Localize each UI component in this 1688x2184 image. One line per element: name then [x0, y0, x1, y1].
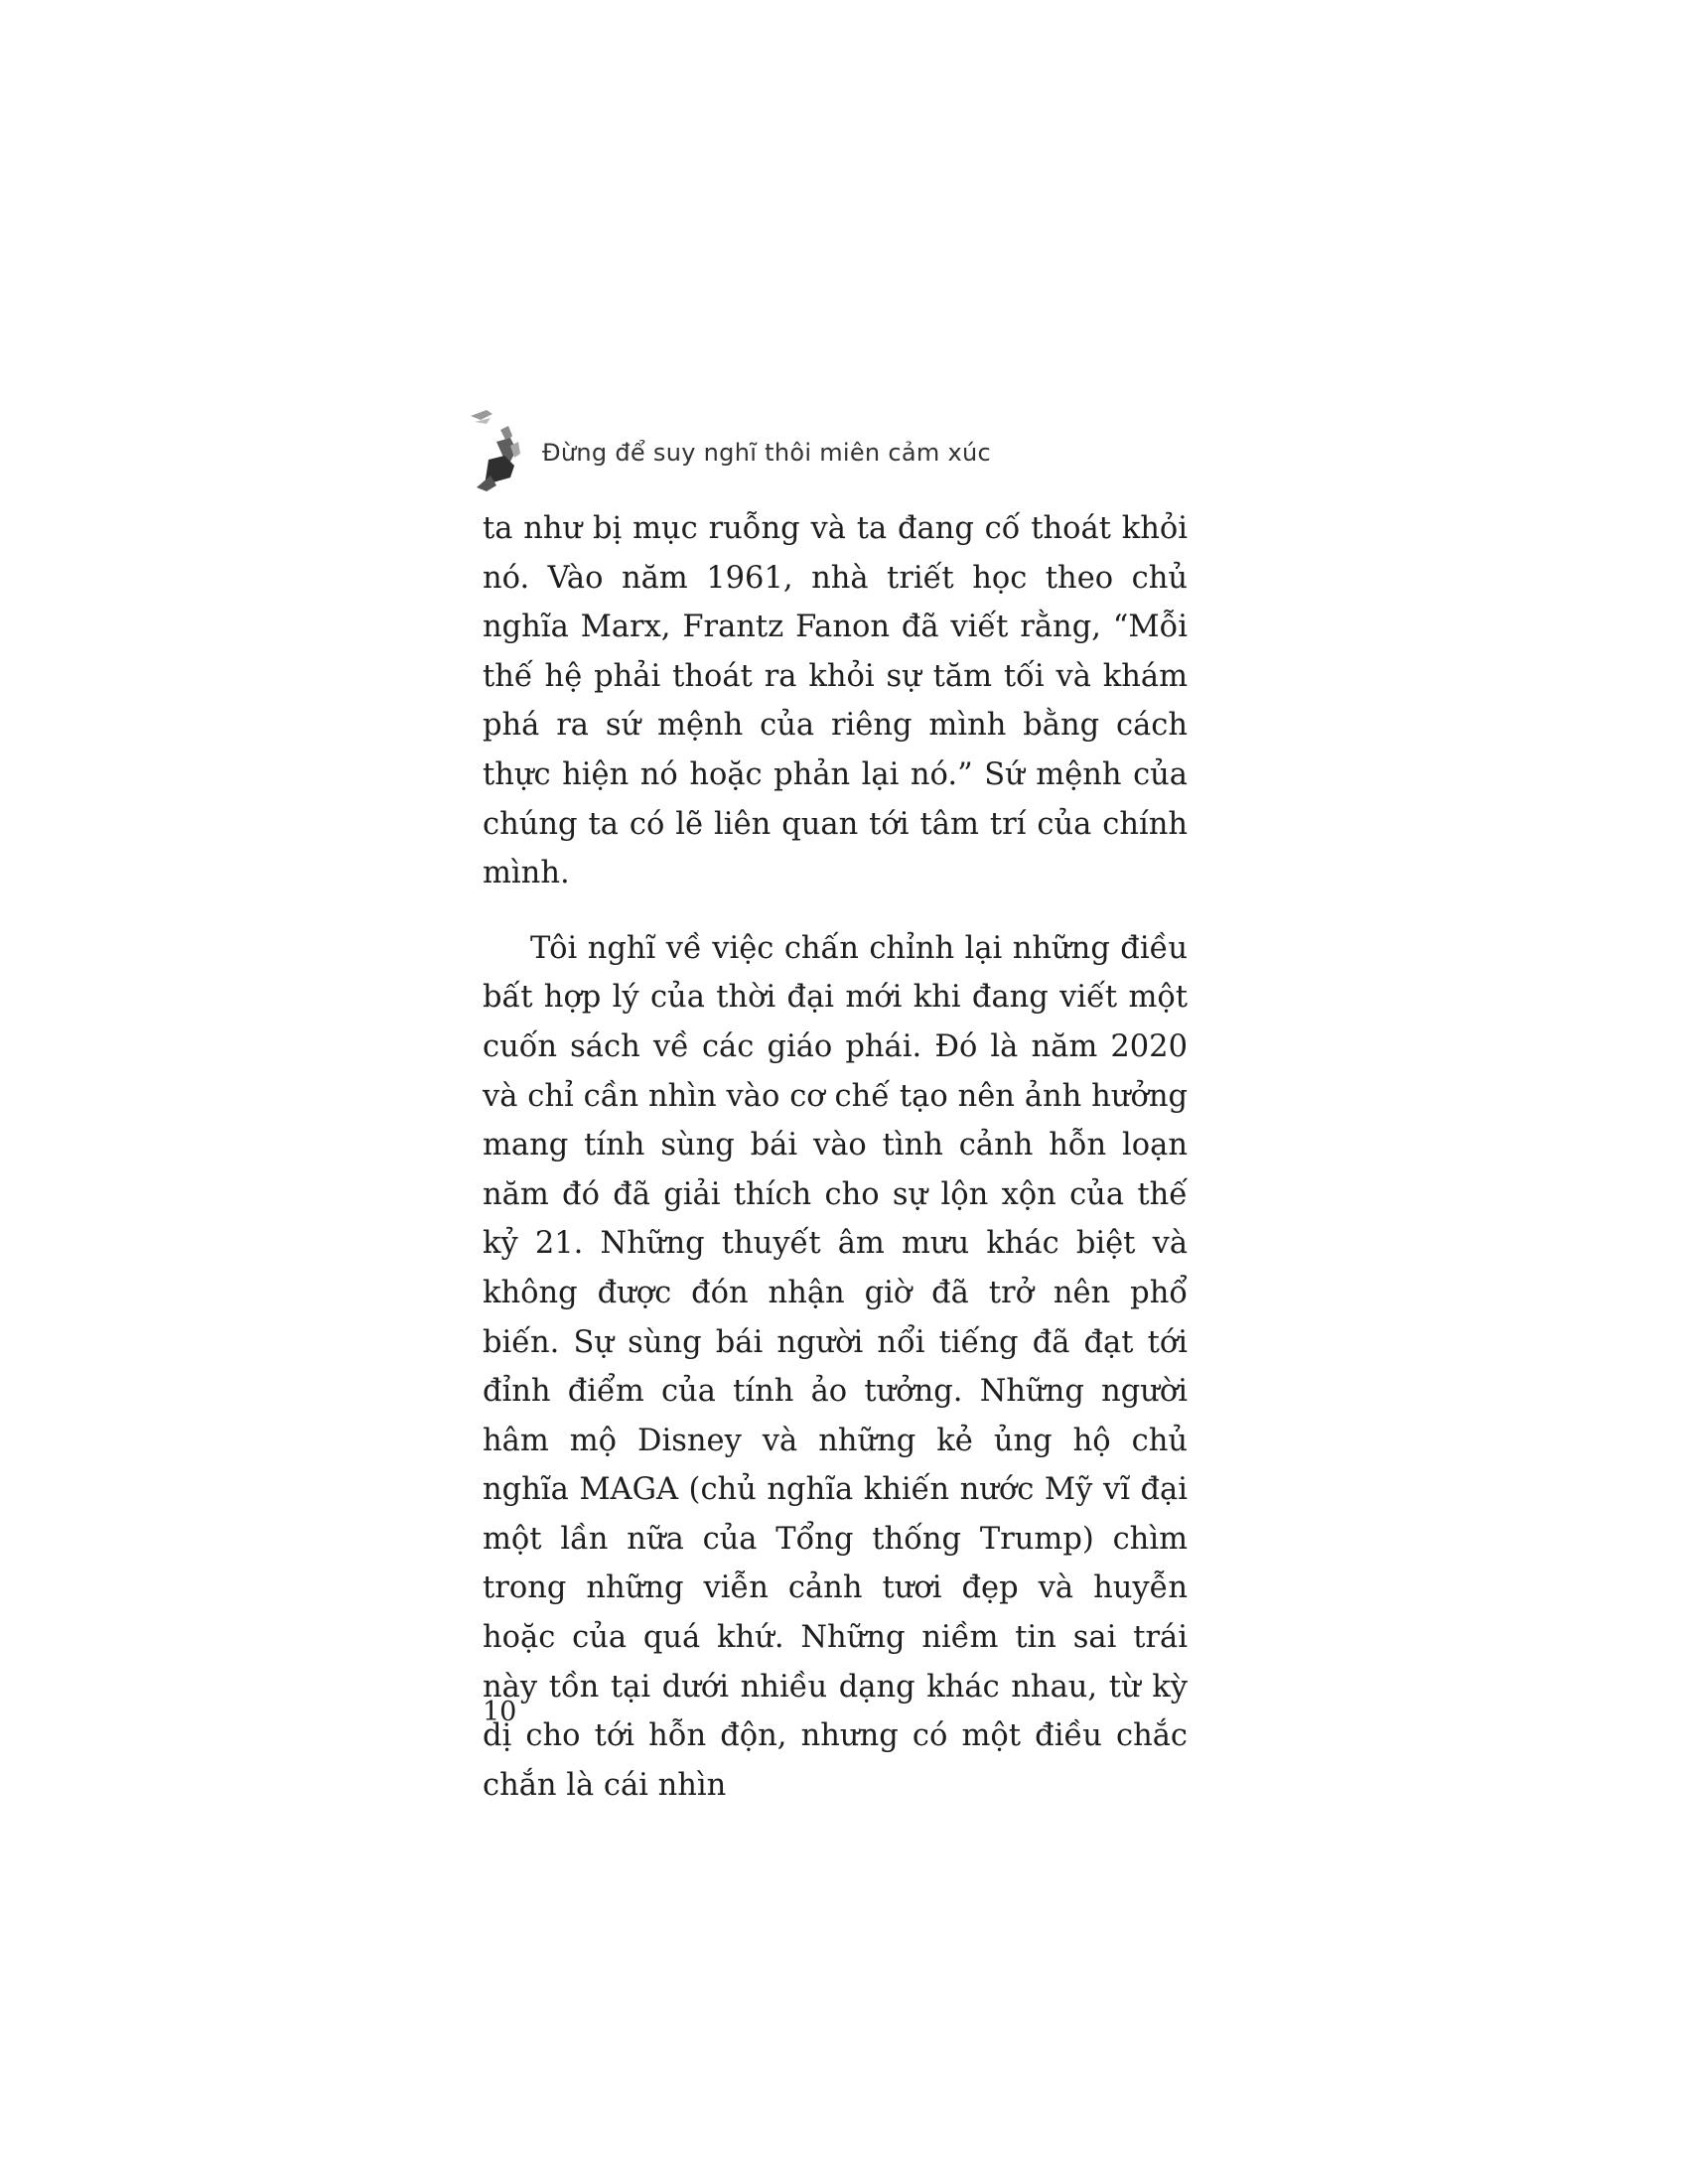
body-text — [483, 504, 1188, 1810]
paragraph: ta như bị mục ruỗng và ta đang cố thoát khỏi nó. Vào năm 1961, nhà triết học theo chủ nghĩa Marx, Frantz Fanon đã viết rằng, “Mỗi thế hệ phải thoát ra khỏi sự tăm tối và khám phá ra sứ mệnh của riêng mình bằng cách thực hiện nó hoặc phản lại nó.” Sứ mệnh của chúng ta có lẽ liên quan tới tâm trí của chính mình. — [483, 511, 1188, 891]
ink-figure-icon — [467, 402, 526, 491]
paragraph: Tôi nghĩ về việc chấn chỉnh lại những điều bất hợp lý của thời đại mới khi đang viết một cuốn sách về các giáo phái. Đó là năm 2020 và chỉ cần nhìn vào cơ chế tạo nên ảnh hưởng mang tính sùng bái vào tình cảnh hỗn loạn năm đó đã giải thích cho sự lộn xộn của thế kỷ 21. Những thuyết âm mưu khác biệt và không được đón nhận giờ đã trở nên phổ biến. Sự sùng bái người nổi tiếng đã đạt tới đỉnh điểm của tính ảo tưởng. Những người hâm mộ Disney và những kẻ ủng hộ chủ nghĩa MAGA (chủ nghĩa khiến nước Mỹ vĩ đại một lần nữa của Tổng thống Trump) chìm trong những viễn cảnh tươi đẹp và huyễn hoặc của quá khứ. Những niềm tin sai trái này tồn tại dưới nhiều dạng khác nhau, từ kỳ dị cho tới hỗn độn, nhưng có một điều chắc chắn là cái nhìn — [483, 930, 1188, 1803]
running-title: Đừng để suy nghĩ thôi miên cảm xúc — [542, 439, 991, 467]
running-header — [467, 402, 1221, 491]
page-number: 10 — [483, 1697, 517, 1727]
